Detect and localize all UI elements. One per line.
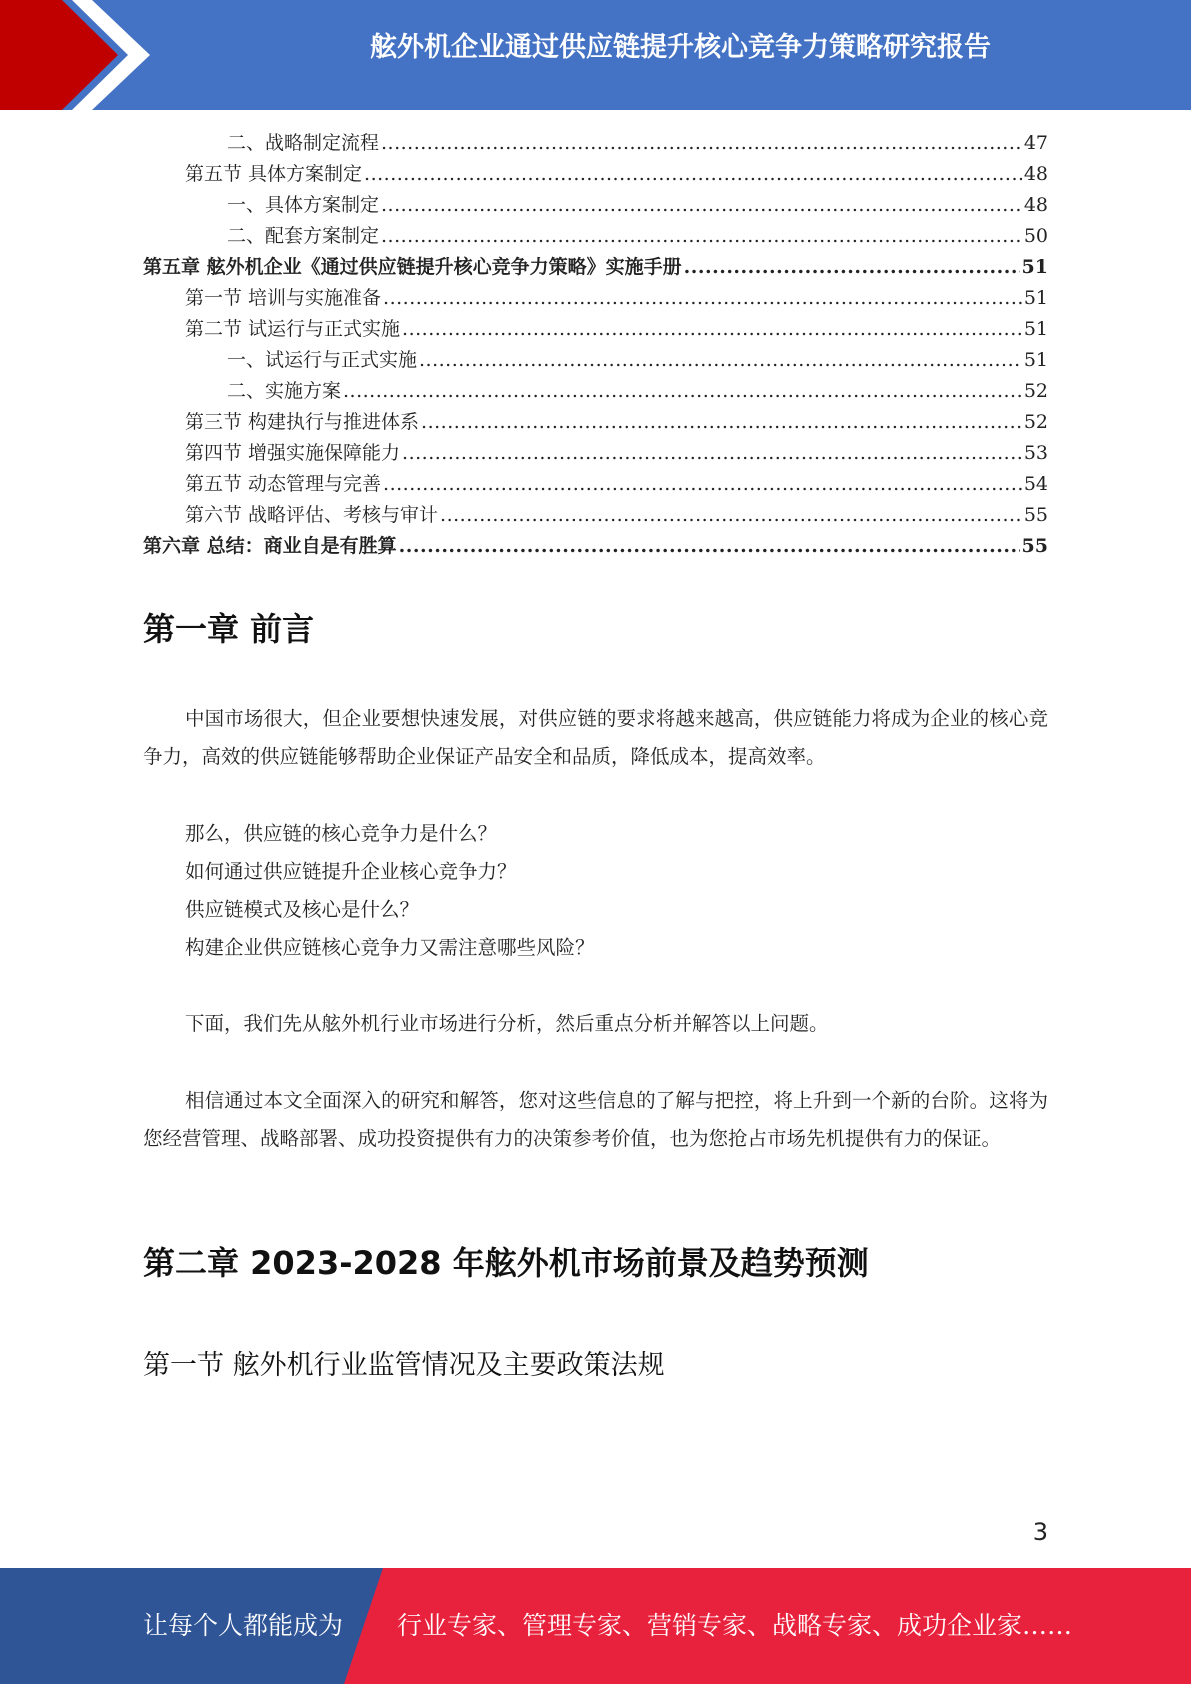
toc-entry[interactable] xyxy=(0,221,1048,252)
question-line: 那么，供应链的核心竞争力是什么？ xyxy=(185,822,498,845)
toc-entry-title: 二、配套方案制定 xyxy=(227,225,380,247)
toc-entry-chapter[interactable] xyxy=(0,252,1048,283)
toc-leader-dots xyxy=(381,128,1022,159)
toc-entry-title: 第五章 舷外机企业《通过供应链提升核心竞争力策略》实施手册 xyxy=(143,256,682,278)
section-1-heading: 第一节 舷外机行业监管情况及主要政策法规 xyxy=(143,1350,665,1381)
toc-entry-title: 二、实施方案 xyxy=(227,380,342,402)
toc-leader-dots xyxy=(399,531,1020,562)
toc-entry[interactable] xyxy=(0,407,1048,438)
toc-entry-chapter[interactable] xyxy=(0,531,1048,562)
toc-entry-page: 51 xyxy=(1023,318,1048,340)
toc-entry-title: 第六章 总结：商业自是有胜算 xyxy=(143,535,397,557)
header-chevron-icon xyxy=(0,0,150,110)
question-line: 构建企业供应链核心竞争力又需注意哪些风险？ xyxy=(185,936,595,959)
report-title: 舷外机企业通过供应链提升核心竞争力策略研究报告 xyxy=(370,32,991,63)
question-line: 如何通过供应链提升企业核心竞争力？ xyxy=(185,860,517,883)
toc-leader-dots xyxy=(402,314,1022,345)
toc-leader-dots xyxy=(381,221,1022,252)
chapter-2-heading: 第二章 2023-2028 年舷外机市场前景及趋势预测 xyxy=(143,1244,869,1282)
toc-entry-page: 54 xyxy=(1023,473,1048,495)
toc-entry-title: 二、战略制定流程 xyxy=(227,132,380,154)
toc-entry[interactable] xyxy=(0,438,1048,469)
toc-entry-page: 52 xyxy=(1023,411,1048,433)
analysis-paragraph: 下面，我们先从舷外机行业市场进行分析，然后重点分析并解答以上问题。 xyxy=(185,1012,829,1035)
toc-leader-dots xyxy=(402,438,1022,469)
toc-entry-title: 第一节 培训与实施准备 xyxy=(185,287,382,309)
toc-leader-dots xyxy=(381,190,1022,221)
footer-slogan-left: 让每个人都能成为 xyxy=(143,1611,344,1640)
toc-entry[interactable] xyxy=(0,128,1048,159)
toc-entry-title: 第六节 战略评估、考核与审计 xyxy=(185,504,439,526)
toc-leader-dots xyxy=(343,376,1022,407)
toc-leader-dots xyxy=(419,345,1022,376)
toc-entry[interactable] xyxy=(0,283,1048,314)
closing-paragraph: 相信通过本文全面深入的研究和解答，您对这些信息的了解与把控，将上升到一个新的台阶。这将为您经营管理、战略部署、成功投资提供有力的决策参考价值，也为您抢占市场先机提供有力的保证。 xyxy=(143,1089,1048,1150)
toc-entry-title: 一、试运行与正式实施 xyxy=(227,349,418,371)
toc-entry-page: 48 xyxy=(1023,194,1048,216)
page-footer xyxy=(0,1568,1191,1684)
toc-entry-title: 一、具体方案制定 xyxy=(227,194,380,216)
toc-entry[interactable] xyxy=(0,469,1048,500)
toc-entry[interactable] xyxy=(0,190,1048,221)
question-line: 供应链模式及核心是什么？ xyxy=(185,898,420,921)
toc-entry-page: 55 xyxy=(1021,535,1048,557)
toc-entry[interactable] xyxy=(0,376,1048,407)
toc-entry[interactable] xyxy=(0,314,1048,345)
footer-slogan-right: 行业专家、管理专家、营销专家、战略专家、成功企业家…… xyxy=(397,1611,1073,1640)
toc-entry-title: 第三节 构建执行与推进体系 xyxy=(185,411,420,433)
chapter-1-heading: 第一章 前言 xyxy=(143,610,315,648)
page-header xyxy=(0,0,1191,110)
toc-entry-page: 51 xyxy=(1021,256,1048,278)
toc-entry-title: 第五节 动态管理与完善 xyxy=(185,473,382,495)
toc-leader-dots xyxy=(440,500,1022,531)
toc-entry-page: 51 xyxy=(1023,287,1048,309)
toc-leader-dots xyxy=(421,407,1022,438)
toc-leader-dots xyxy=(684,252,1020,283)
toc-entry-title: 第四节 增强实施保障能力 xyxy=(185,442,401,464)
toc-entry[interactable] xyxy=(0,500,1048,531)
intro-paragraph: 中国市场很大，但企业要想快速发展，对供应链的要求将越来越高，供应链能力将成为企业的核心竞争力，高效的供应链能够帮助企业保证产品安全和品质，降低成本，提高效率。 xyxy=(143,707,1048,768)
toc-entry-title: 第五节 具体方案制定 xyxy=(185,163,363,185)
page-number: 3 xyxy=(1032,1518,1048,1546)
toc-entry[interactable] xyxy=(0,345,1048,376)
toc-leader-dots xyxy=(364,159,1022,190)
toc-entry-page: 53 xyxy=(1023,442,1048,464)
toc-entry-page: 50 xyxy=(1023,225,1048,247)
toc-entry-page: 52 xyxy=(1023,380,1048,402)
toc-entry-title: 第二节 试运行与正式实施 xyxy=(185,318,401,340)
toc-entry-page: 51 xyxy=(1023,349,1048,371)
toc-entry-page: 48 xyxy=(1023,163,1048,185)
toc-entry[interactable] xyxy=(0,159,1048,190)
toc-leader-dots xyxy=(383,469,1022,500)
toc-entry-page: 55 xyxy=(1023,504,1048,526)
toc-leader-dots xyxy=(383,283,1022,314)
toc-entry-page: 47 xyxy=(1023,132,1048,154)
